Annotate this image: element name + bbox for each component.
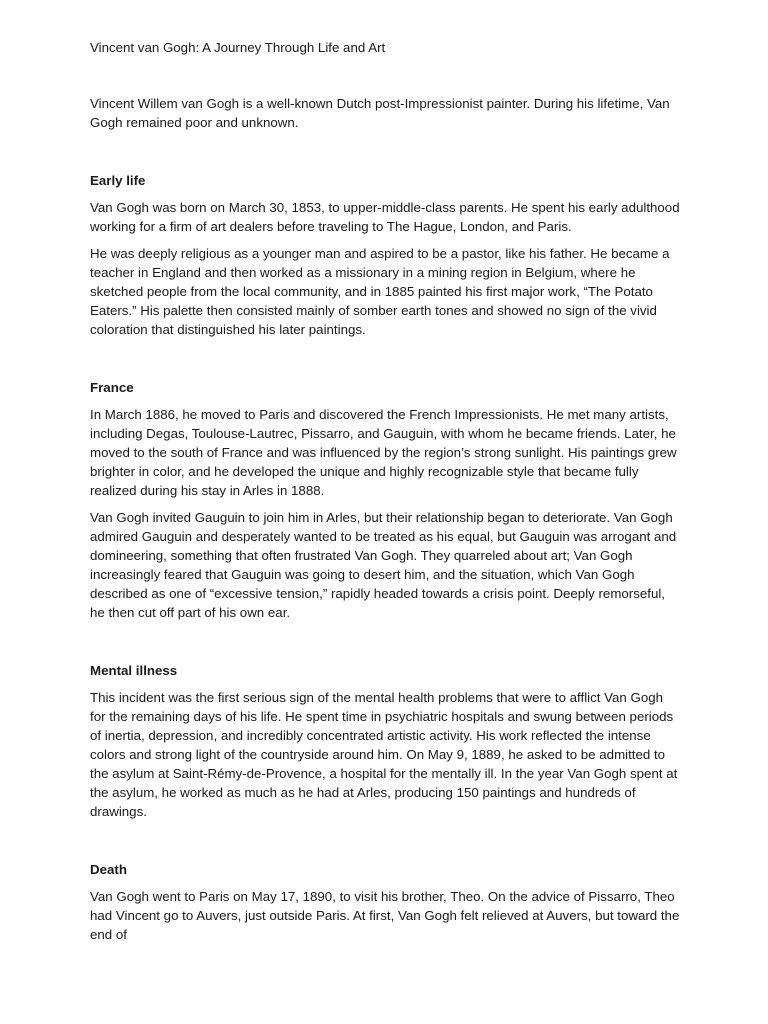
intro-paragraph: Vincent Willem van Gogh is a well-known Dutch post-Impressionist painter. During his lifetime, Van Gogh remained poor and unknown. bbox=[90, 96, 670, 130]
paragraph: In March 1886, he moved to Paris and discovered the French Impressionists. He met many artists, including Degas, Toulouse-Lautrec, Pissarro, and Gauguin, with whom he became friends. Later, he moved to the south of France and was influenced by the region’s strong sunlight. His paintings grew brighter in color, and he developed the unique and highly recognizable style that became fully realized during his stay in Arles in 1888. bbox=[90, 407, 677, 498]
section-heading: Mental illness bbox=[90, 663, 178, 678]
paragraph: He was deeply religious as a younger man and aspired to be a pastor, like his father. He became a teacher in England and then worked as a missionary in a mining region in Belgium, where he sketched people from the local community, and in 1885 painted his first major work, “The Potato Eaters.” His palette then consisted mainly of somber earth tones and showed no sign of the vivid coloration that distinguished his later paintings. bbox=[90, 246, 670, 337]
section-heading: France bbox=[90, 380, 134, 395]
document-page bbox=[90, 38, 680, 952]
section-early-life bbox=[90, 171, 680, 339]
section-mental-illness bbox=[90, 661, 680, 821]
section-france bbox=[90, 378, 680, 622]
paragraph: Van Gogh invited Gauguin to join him in Arles, but their relationship began to deteriorate. Van Gogh admired Gauguin and desperately wanted to be treated as his equal, but Gauguin was arrogant and domineering, something that often frustrated Van Gogh. They quarreled about art; Van Gogh increasingly feared that Gauguin was going to desert him, and the situation, which Van Gogh described as one of “excessive tension,” rapidly headed towards a crisis point. Deeply remorseful, he then cut off part of his own ear. bbox=[90, 510, 677, 620]
document-title: Vincent van Gogh: A Journey Through Life and Art bbox=[90, 40, 386, 55]
section-heading: Death bbox=[90, 862, 127, 877]
section-death bbox=[90, 860, 680, 944]
paragraph: Van Gogh went to Paris on May 17, 1890, to visit his brother, Theo. On the advice of Pissarro, Theo had Vincent go to Auvers, just outside Paris. At first, Van Gogh felt relieved at Auvers, but toward the end of bbox=[90, 889, 680, 942]
paragraph: Van Gogh was born on March 30, 1853, to upper-middle-class parents. He spent his early adulthood working for a firm of art dealers before traveling to The Hague, London, and Paris. bbox=[90, 200, 680, 234]
section-heading: Early life bbox=[90, 173, 146, 188]
paragraph: This incident was the first serious sign of the mental health problems that were to afflict Van Gogh for the remaining days of his life. He spent time in psychiatric hospitals and swung between periods of inertia, depression, and incredibly concentrated artistic activity. His work reflected the intense colors and strong light of the countryside around him. On May 9, 1889, he asked to be admitted to the asylum at Saint-Rémy-de-Provence, a hospital for the mentally ill. In the year Van Gogh spent at the asylum, he worked as much as he had at Arles, producing 150 paintings and hundreds of drawings. bbox=[90, 690, 678, 819]
